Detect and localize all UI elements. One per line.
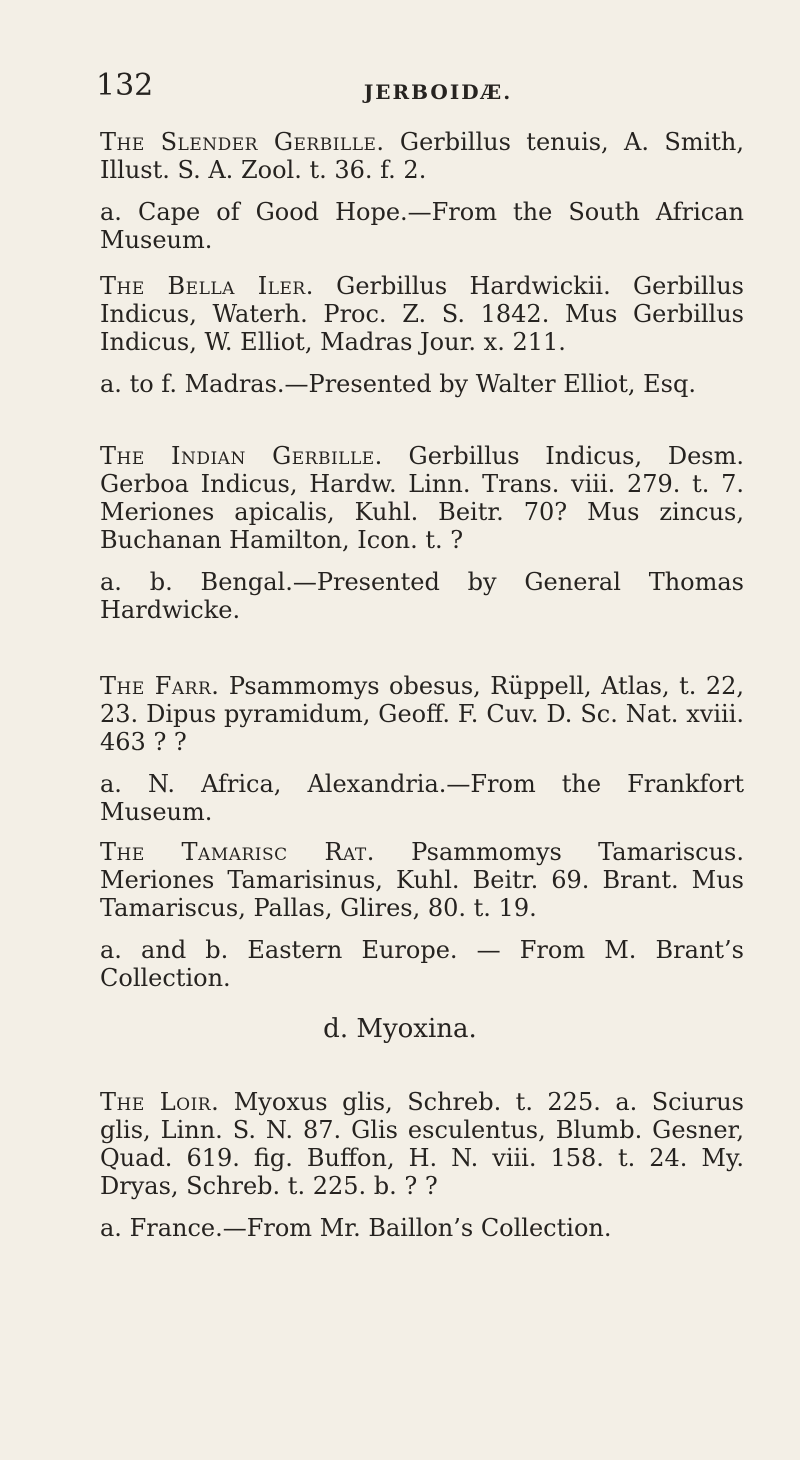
entry-locality: a. France.—From Mr. Baillon’s Collection. — [100, 1214, 612, 1242]
entry-locality: a. b. Bengal.—Presented by General Thomas Hardwicke. — [100, 568, 744, 624]
synonymy-text: Psammomys Tamariscus. Meriones Tamarisinus, Kuhl. Beitr. 69. Brant. Mus Tamariscus, Pallas, Glires, 80. t. 19. — [100, 838, 744, 922]
entry-synonymy — [100, 672, 744, 756]
common-name: The Bella Iler. — [100, 272, 314, 300]
running-title: JERBOIDÆ. — [363, 80, 513, 104]
entry-locality: a. and b. Eastern Europe. — From M. Brant’s Collection. — [100, 936, 744, 992]
synonymy-text: Psammomys obesus, Rüppell, Atlas, t. 22, 23. Dipus pyramidum, Geoff. F. Cuv. D. Sc. Nat. xviii. 463 ? ? — [100, 672, 744, 756]
common-name: The Loir. — [100, 1088, 220, 1116]
entry-locality: a. N. Africa, Alexandria.—From the Frankfort Museum. — [100, 770, 744, 826]
common-name: The Farr. — [100, 672, 220, 700]
entry-tamarisc-rat — [100, 838, 744, 992]
entry-synonymy — [100, 272, 744, 356]
section-heading: d. Myoxina. — [323, 1014, 477, 1044]
entry-locality: a. Cape of Good Hope.—From the South African Museum. — [100, 198, 744, 254]
entry-loir — [100, 1088, 744, 1242]
entry-bella-iler — [100, 272, 744, 398]
entry-synonymy — [100, 1088, 744, 1200]
entry-synonymy — [100, 838, 744, 922]
entry-synonymy — [100, 128, 744, 184]
page-header — [96, 68, 740, 108]
common-name: The Tamarisc Rat. — [100, 838, 375, 866]
entry-slender-gerbille — [100, 128, 744, 254]
common-name: The Indian Gerbille. — [100, 442, 383, 470]
synonymy-text: Myoxus glis, Schreb. t. 225. a. Sciurus glis, Linn. S. N. 87. Glis esculentus, Blumb. Gesner, Quad. 619. fig. Buffon, H. N. viii. 158. t. 24. My. Dryas, Schreb. t. 225. b. ? ? — [100, 1088, 744, 1200]
synonymy-text: Gerbillus tenuis, A. Smith, Illust. S. A. Zool. t. 36. f. 2. — [100, 128, 744, 184]
synonymy-text: Gerbillus Hardwickii. Gerbillus Indicus, Waterh. Proc. Z. S. 1842. Mus Gerbillus Indicus, W. Elliot, Madras Jour. x. 211. — [100, 272, 744, 356]
entry-farr — [100, 672, 744, 826]
common-name: The Slender Gerbille. — [100, 128, 385, 156]
entry-indian-gerbille — [100, 442, 744, 624]
entry-locality: a. to f. Madras.—Presented by Walter Elliot, Esq. — [100, 370, 696, 398]
page-number: 132 — [96, 68, 154, 103]
synonymy-text: Gerbillus Indicus, Desm. Gerboa Indicus, Hardw. Linn. Trans. viii. 279. t. 7. Meriones apicalis, Kuhl. Beitr. 70? Mus zincus, Buchanan Hamilton, Icon. t. ? — [100, 442, 744, 554]
entry-synonymy — [100, 442, 744, 554]
